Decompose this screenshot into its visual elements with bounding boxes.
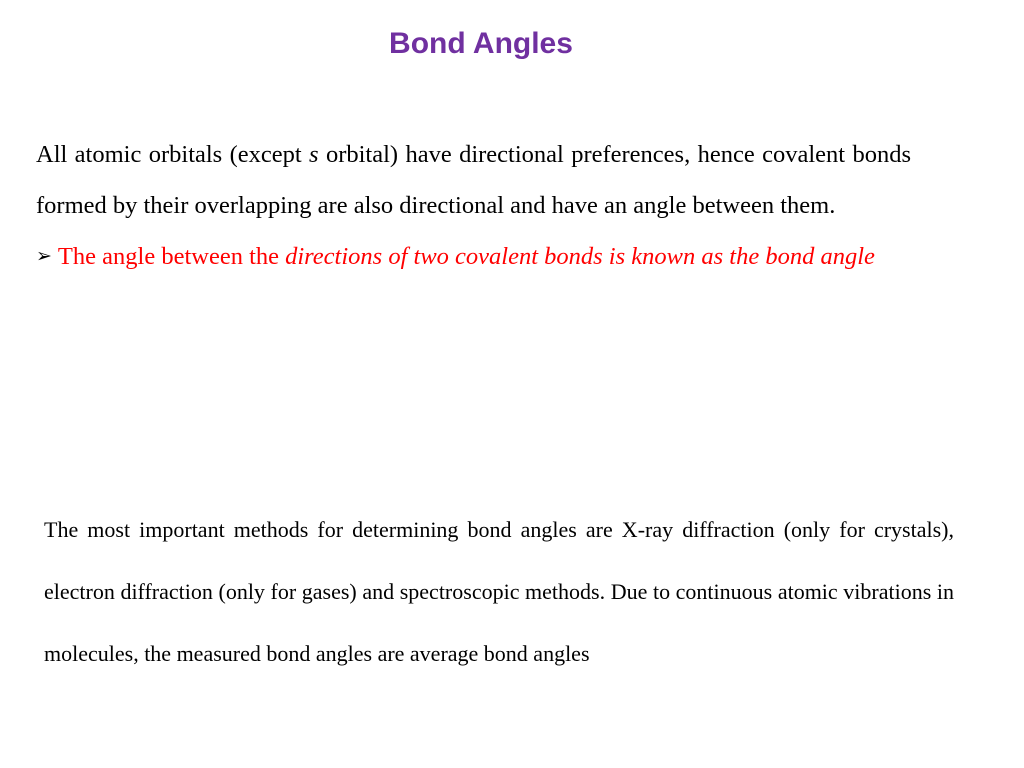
s-orbital-label: s (309, 141, 319, 168)
intro-paragraph (36, 129, 911, 282)
definition-italic-text: directions of two covalent bonds is known as the bond angle (285, 243, 875, 270)
arrow-bullet-icon: ➢ (36, 245, 52, 267)
definition-text: The angle between the (57, 243, 286, 270)
bond-angle-definition (36, 231, 911, 282)
intro-text-part2: orbital) have directional preferences, hence covalent bonds formed by their overlapping are also directional and have an angle between them. (36, 141, 911, 219)
slide-title: Bond Angles (389, 27, 573, 60)
intro-text-part1: All atomic orbitals (except (36, 141, 310, 168)
methods-paragraph: The most important methods for determining bond angles are X-ray diffraction (only for crystals), electron diffraction (only for gases) and spectroscopic methods. Due to continuous atomic vibrations in molecules, the measured bond angles are average bond angles (44, 517, 954, 666)
